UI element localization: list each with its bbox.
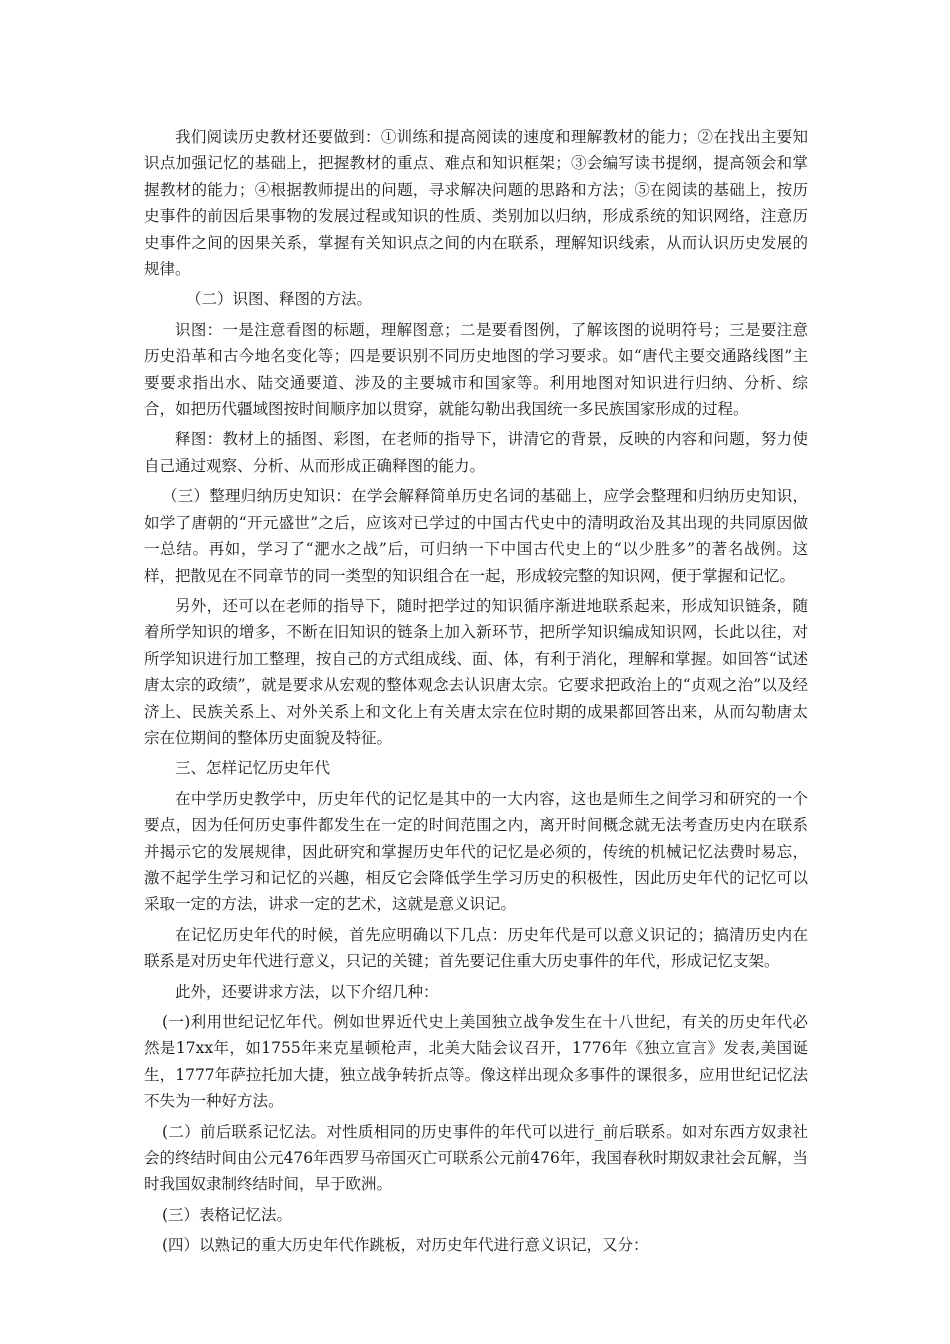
document-body xyxy=(144,124,808,1259)
paragraph-map-interpretation: 释图：教材上的插图、彩图，在老师的指导下，讲清它的背景，反映的内容和问题，努力使自己通过观察、分析、从而形成正确释图的能力。 xyxy=(144,430,808,475)
paragraph-map-recognition: 识图：一是注意看图的标题，理解图意；二是要看图例，了解该图的说明符号；三是要注意历史沿革和古今地名变化等；四是要识别不同历史地图的学习要求。如“唐代主要交通路线图”主要要求指出水、陆交通要道、涉及的主要城市和国家等。利用地图对知识进行归纳、分析、综合，如把历代疆域图按时间顺序加以贯穿，就能勾勒出我国统一多民族国家形成的过程。 xyxy=(144,320,808,419)
paragraph-method-association: (二）前后联系记忆法。对性质相同的历史事件的年代可以进行_前后联系。如对东西方奴隶社会的终结时间由公元476年西罗马帝国灭亡可联系公元前476年，我国春秋时期奴隶社会瓦解，当时我国奴隶制终结时间，早于欧洲。 xyxy=(144,1122,808,1194)
paragraph-method-springboard: (四）以熟记的重大历史年代作跳板，对历史年代进行意义识记，又分： xyxy=(162,1236,649,1255)
section-heading-memorize-dates: 三、怎样记忆历史年代 xyxy=(175,759,331,778)
paragraph-methods-intro: 此外，还要讲求方法，以下介绍几种： xyxy=(175,982,439,1001)
paragraph-method-century: (一)利用世纪记忆年代。例如世界近代史上美国独立战争发生在十八世纪，有关的历史年代必然是17xx年，如1755年来克星顿枪声，北美大陆会议召开，1776年《独立宣言》发表,美国诞生，1777年萨拉托加大捷，独立战争转折点等。像这样出现众多事件的课很多，应用世纪记忆法不失为一种好方法。 xyxy=(144,1013,808,1111)
paragraph-date-memory-intro: 在中学历史教学中，历史年代的记忆是其中的一大内容，这也是师生之间学习和研究的一个要点，因为任何历史事件都发生在一定的时间范围之内，离开时间概念就无法考查历史内在联系并揭示它的发展规律，因此研究和掌握历史年代的记忆是必须的，传统的机械记忆法费时易忘，激不起学生学习和记忆的兴趣，相反它会降低学生学习历史的积极性，因此历史年代的记忆可以采取一定的方法，讲求一定的艺术，这就是意义识记。 xyxy=(144,789,808,914)
paragraph-method-table: (三）表格记忆法。 xyxy=(162,1205,293,1224)
paragraph-knowledge-chain: 另外，还可以在老师的指导下，随时把学过的知识循序渐进地联系起来，形成知识链条，随着所学知识的增多，不断在旧知识的链条上加入新环节，把所学知识编成知识网，长此以往，对所学知识进行加工整理，按自己的方式组成线、面、体，有利于消化，理解和掌握。如回答“试述唐太宗的政绩”，就是要求从宏观的整体观念去认识唐太宗。它要求把政治上的“贞观之治”以及经济上、民族关系上、对外关系上和文化上有关唐太宗在位时期的成果都回答出来，从而勾勒唐太宗在位期间的整体历史面貌及特征。 xyxy=(144,596,808,747)
paragraph-organize-knowledge: （三）整理归纳历史知识：在学会解释简单历史名词的基础上，应学会整理和归纳历史知识，如学了唐朝的“开元盛世”之后，应该对已学过的中国古代史中的清明政治及其出现的共同原因做一总结。再如，学习了“淝水之战”后，可归纳一下中国古代史上的“以少胜多”的著名战例。这样，把散见在不同章节的同一类型的知识组合在一起，形成较完整的知识网，便于掌握和记忆。 xyxy=(144,487,808,585)
paragraph-reading-requirements: 我们阅读历史教材还要做到：①训练和提高阅读的速度和理解教材的能力；②在找出主要知识点加强记忆的基础上，把握教材的重点、难点和知识框架；③会编写读书提纲，提高领会和掌握教材的能力；④根据教师提出的问题，寻求解决问题的思路和方法；⑤在阅读的基础上，按历史事件的前因后果事物的发展过程或知识的性质、类别加以归纳，形成系统的知识网络，注意历史事件之间的因果关系，掌握有关知识点之间的内在联系，理解知识线索，从而认识历史发展的规律。 xyxy=(144,128,808,279)
section-heading-map-reading: （二）识图、释图的方法。 xyxy=(186,290,373,309)
paragraph-date-memory-points: 在记忆历史年代的时候，首先应明确以下几点：历史年代是可以意义识记的；搞清历史内在联系是对历史年代进行意义，只记的关键；首先要记住重大历史事件的年代，形成记忆支架。 xyxy=(144,925,808,971)
